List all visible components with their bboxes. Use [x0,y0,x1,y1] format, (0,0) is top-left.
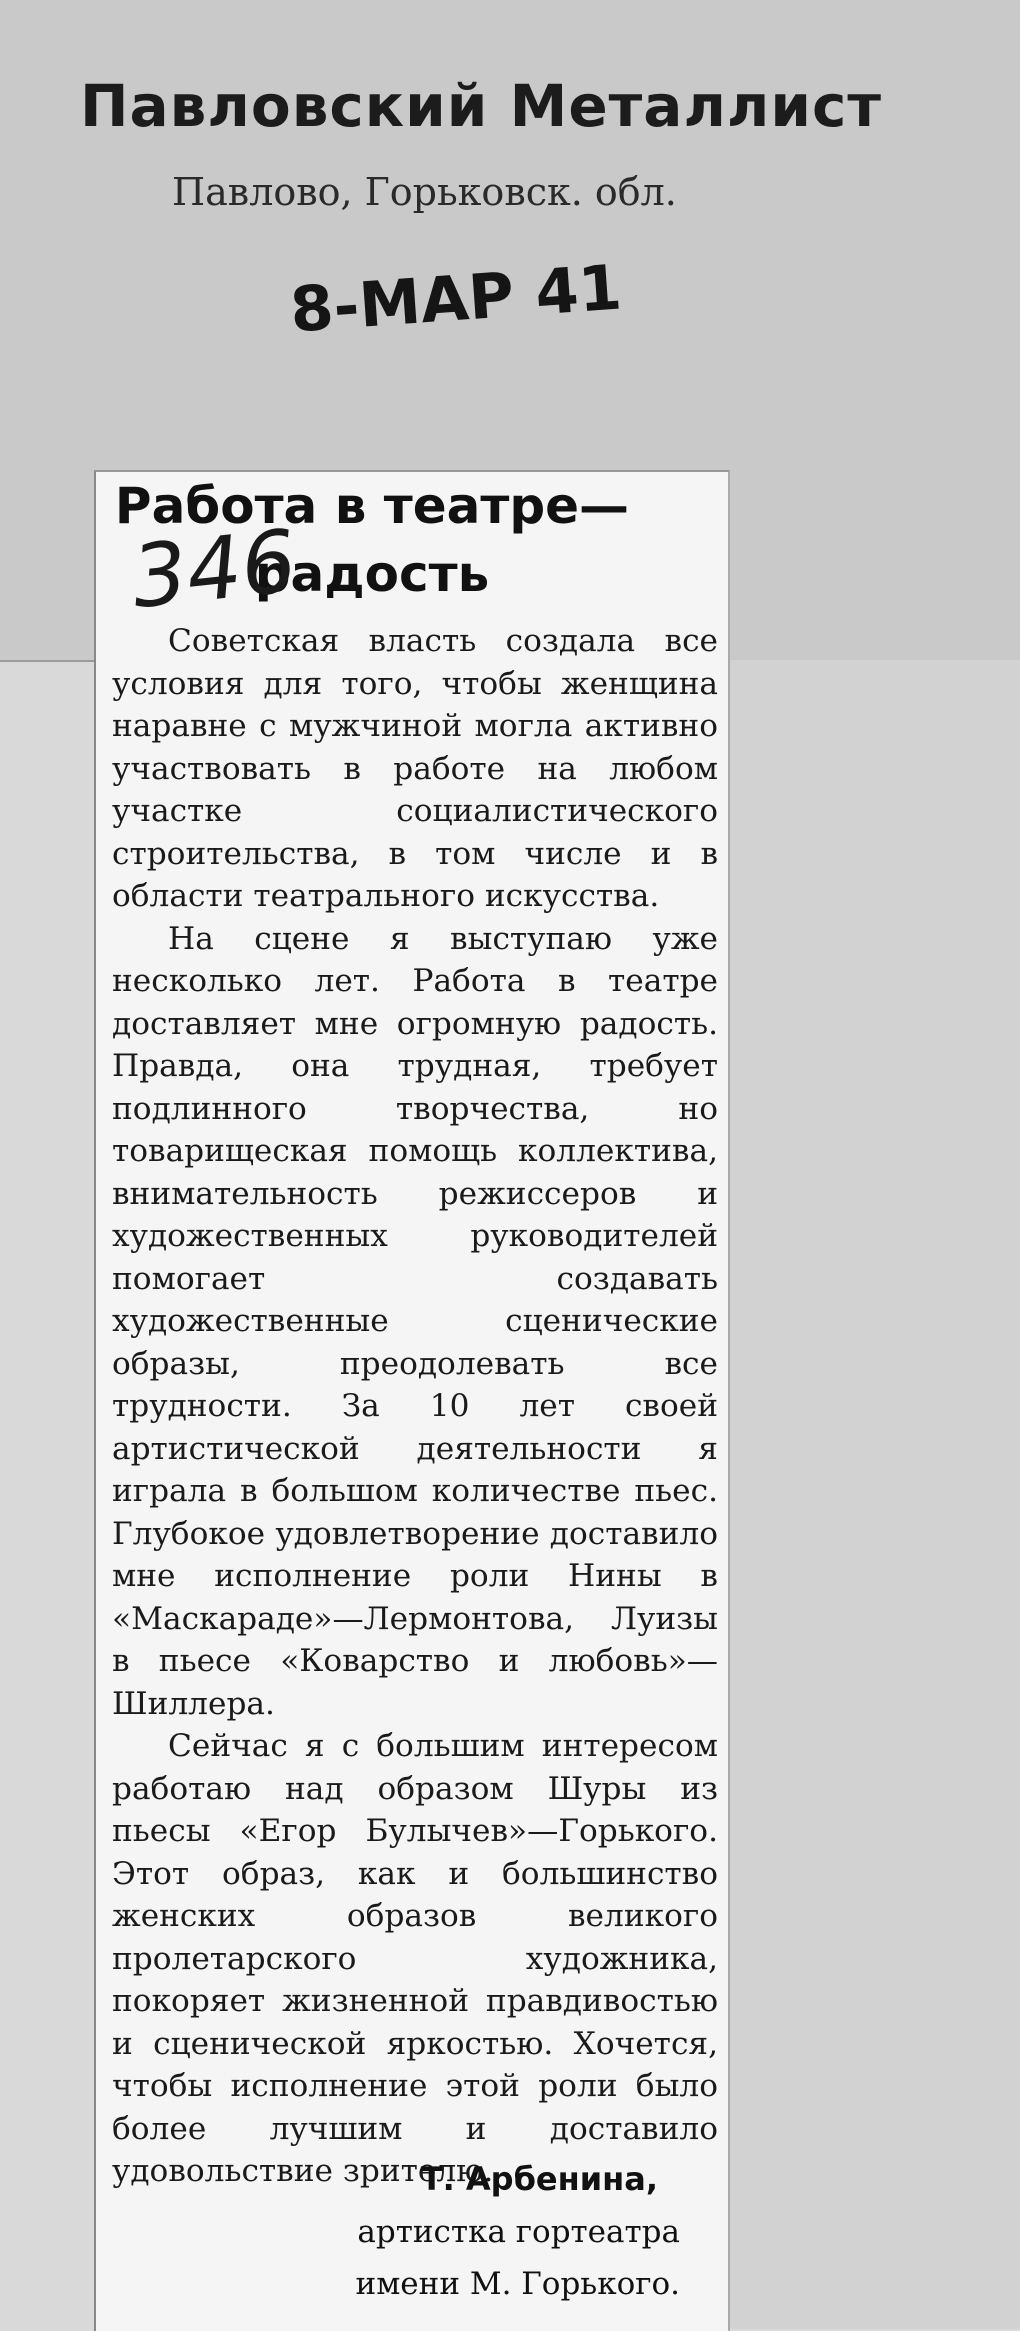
article-paragraph-1: Советская власть создала все условия для того, чтобы женщина наравне с мужчиной могла активно участвовать в работе на любом участке социалистического строительства, в том числе и в области театрального искусства. [112,623,718,914]
stamp-date: 8-МАР 41 [287,250,625,347]
author-name: Т. Арбенина, [420,2160,658,2198]
article-paragraph-2: На сцене я выступаю уже несколько лет. Работа в театре доставляет мне огромную радость. Правда, она трудная, требует подлинного творчества, но товарищеская помощь коллектива, внимательность режиссеров и художественных руководителей помогает создавать художественные сценические образы, преодолевать все трудности. За 10 лет своей артистической деятельности я играла в большом количестве пьес. Глубокое удовлетворение доставило мне исполнение роли Нины в «Маскараде»—Лермонтова, Луизы в пьесе «Коварство и любовь»—Шиллера. [112,920,718,1722]
stamp-city: Павлово, Горьковск. обл. [172,170,677,214]
article-signature [110,2152,680,2310]
backing-sheet [720,660,1020,2329]
author-theater: имени М. Горького. [355,2266,680,2302]
handwritten-inventory-number: 346 [127,511,302,629]
stamp-newspaper-name: Павловский Металлист [80,72,883,140]
headline-line-2: радость [254,545,490,603]
headline-line-1: Работа в театре— [114,477,630,535]
author-role: артистка гортеатра [357,2214,680,2250]
article-body [112,620,718,2193]
article-paragraph-3: Сейчас я с большим интересом работаю над образом Шуры из пьесы «Егор Булычев»—Горького. Этот образ, как и большинство женских образов великого пролетарского художника, покоряет жизненной правдивостью и сценической яркостью. Хочется, чтобы исполнение этой роли было более лучшим и доставило удовольствие зрителю. [112,1728,718,2189]
